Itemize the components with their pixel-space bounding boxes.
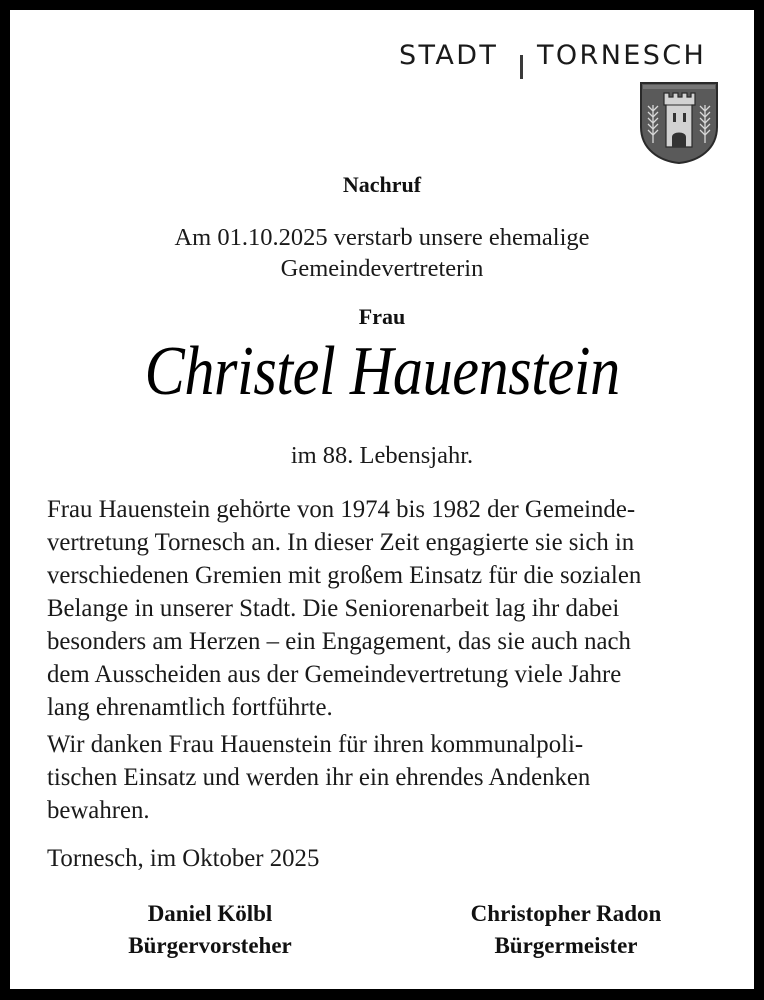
coat-of-arms-tower-icon	[639, 81, 719, 165]
signer-name: Christopher Radon	[470, 901, 662, 926]
paragraph-line: Wir danken Frau Hauenstein für ihren kommunalpoli-	[47, 731, 584, 758]
signer-name: Daniel Kölbl	[147, 901, 273, 926]
signer-role: Bürgervorsteher	[128, 933, 292, 958]
paragraph-line: tischen Einsatz und werden ihr ein ehrendes Andenken	[47, 764, 591, 791]
intro-text	[10, 222, 754, 284]
paragraph-line: verschiedenen Gremien mit großem Einsatz für die sozialen	[47, 562, 642, 589]
paragraph-line: Frau Hauenstein gehörte von 1974 bis 1982 der Gemeinde-	[47, 496, 636, 523]
logo-text-stadt: STADT	[399, 40, 499, 71]
place-date: Tornesch, im Oktober 2025	[47, 845, 320, 872]
age-text: im 88. Lebensjahr.	[290, 442, 474, 469]
paragraph-thanks	[47, 728, 727, 827]
paragraph-line: besonders am Herzen – ein Engagement, das sie auch nach	[47, 628, 631, 655]
paragraph-tribute	[47, 493, 727, 724]
deceased-name-text: Christel Hauenstein	[144, 333, 620, 410]
paragraph-line: dem Ausscheiden aus der Gemeindevertretung viele Jahre	[47, 661, 622, 688]
logo-separator	[520, 55, 523, 79]
obituary-notice	[10, 10, 754, 989]
logo-text-tornesch: TORNESCH	[537, 40, 707, 71]
paragraph-line: Belange in unserer Stadt. Die Seniorenarbeit lag ihr dabei	[47, 595, 620, 622]
intro-line: Gemeindevertreterin	[280, 255, 484, 282]
notice-title: Nachruf	[342, 172, 422, 197]
signature-burgermeister	[406, 898, 726, 962]
intro-line: Am 01.10.2025 verstarb unsere ehemalige	[174, 224, 590, 251]
paragraph-line: vertretung Tornesch an. In dieser Zeit engagierte sie sich in	[47, 529, 635, 556]
signer-role: Bürgermeister	[494, 933, 638, 958]
salutation: Frau	[358, 304, 406, 329]
deceased-name	[10, 332, 754, 412]
paragraph-line: bewahren.	[47, 797, 150, 824]
paragraph-line: lang ehrenamtlich fortführte.	[47, 694, 333, 721]
signature-burgervorsteher	[50, 898, 370, 962]
